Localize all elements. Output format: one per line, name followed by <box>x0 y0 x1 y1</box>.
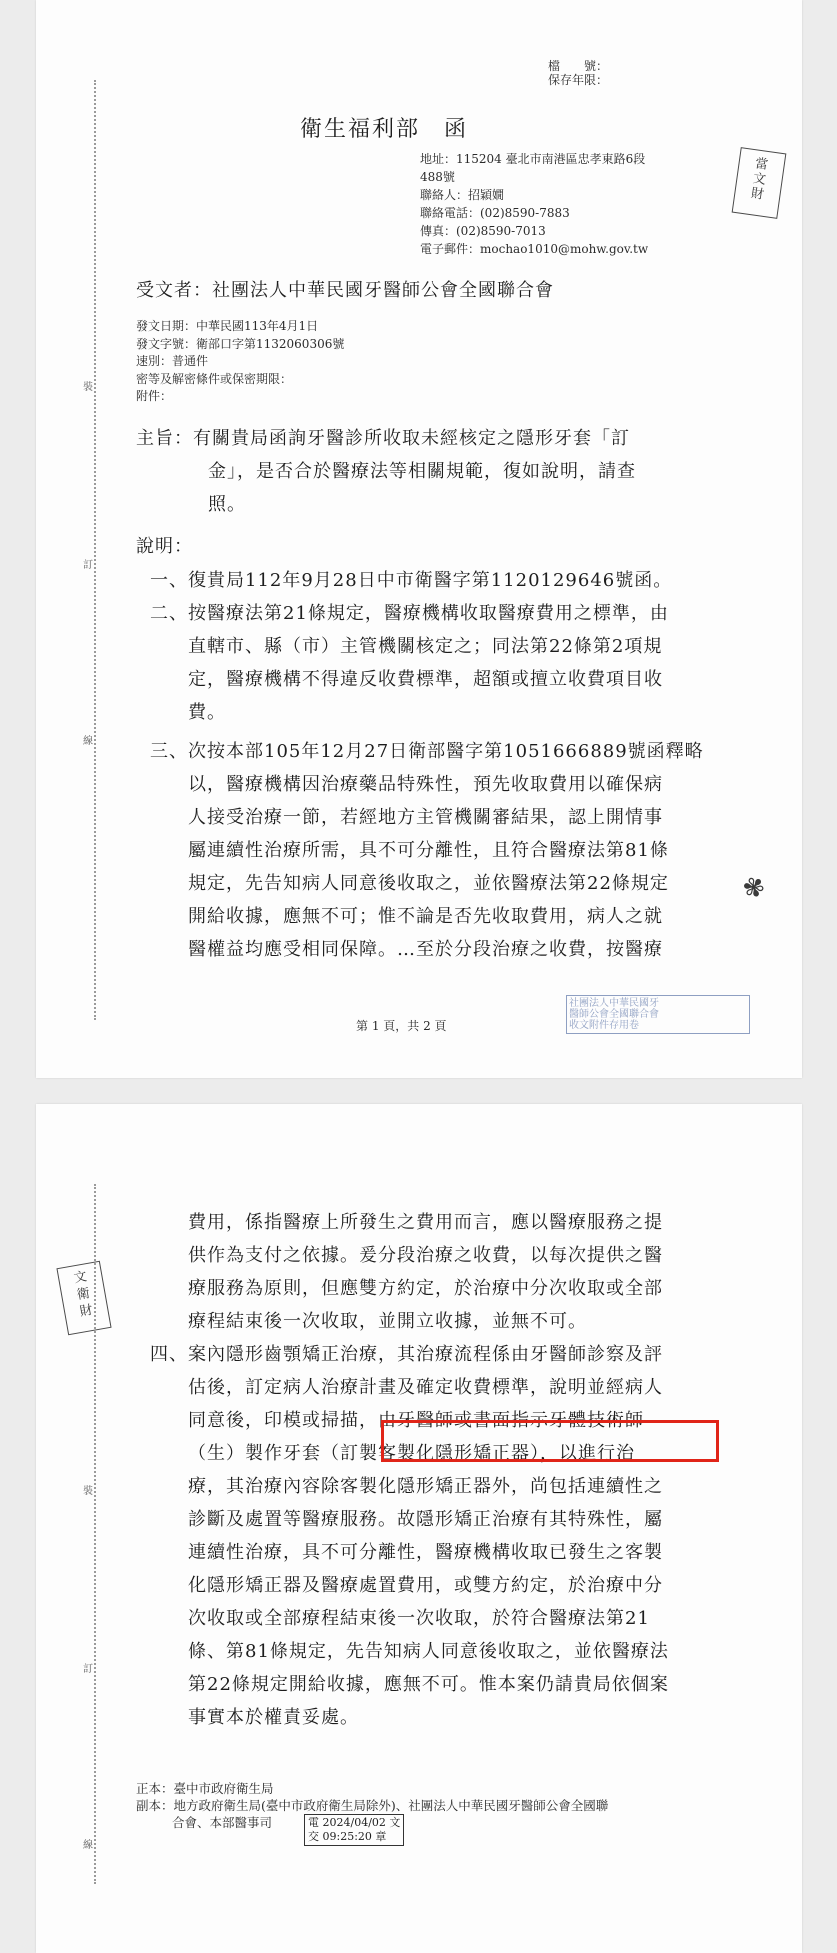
blue-seal-line: 醫師公會全國聯合會 <box>569 1009 659 1020</box>
item-3-line: 三、次按本部105年12月27日衛部醫字第1051666889號函釋略 <box>150 741 704 762</box>
highlight-box <box>381 1420 719 1462</box>
blue-seal-line: 收文附件存用卷 <box>569 1020 639 1031</box>
seal-mark-icon: ✾ <box>738 870 770 907</box>
cc-line: 合會、本部醫事司 <box>172 1815 273 1830</box>
issue-date: 發文日期：中華民國113年4月1日 <box>136 319 319 333</box>
item-4-line: 事實本於權責妥處。 <box>188 1707 359 1728</box>
item-4-line: 診斷及處置等醫療服務。故隱形矯正治療有其特殊性，屬 <box>188 1509 663 1530</box>
margin-mark-bind: 裝 <box>83 1486 93 1497</box>
item-4-line: 條、第81條規定，先告知病人同意後收取之，並依醫療法 <box>188 1641 669 1662</box>
item-3 <box>150 735 704 966</box>
cont-line: 療服務為原則，但應雙方約定，於治療中分次收取或全部 <box>188 1278 663 1299</box>
contact-person: 聯絡人：招穎嫺 <box>420 188 505 202</box>
sender-address-cont: 488號 <box>420 170 455 184</box>
item-2-line: 費。 <box>188 702 226 723</box>
document-page-1 <box>36 0 802 1078</box>
subject-line: 照。 <box>208 494 246 515</box>
item-2-line: 定，醫療機構不得違反收費標準，超額或擅立收費項目收 <box>188 669 663 690</box>
highlighted-phrase: 由牙醫師或書面指示牙體技術師 <box>378 1410 644 1431</box>
attachments: 附件： <box>136 389 173 403</box>
item-4-line: 連續性治療，具不可分離性，醫療機構收取已發生之客製 <box>188 1542 663 1563</box>
item-2-line: 二、按醫療法第21條規定，醫療機構收取醫療費用之標準，由 <box>150 603 669 624</box>
page-number: 第 1 頁，共 2 頁 <box>356 1019 447 1033</box>
item-4-line: 療，其治療內容除客製化隱形矯正器外，尚包括連續性之 <box>188 1476 663 1497</box>
item-4-line: 化隱形矯正器及醫療處置費用，或雙方約定，於治療中分 <box>188 1575 663 1596</box>
file-number-label: 檔 號： <box>548 59 609 73</box>
item-2 <box>150 597 669 729</box>
electronic-seal-stamp: 電 2024/04/02 文 交 09:25:20 章 <box>304 1814 404 1846</box>
item-3-line: 人接受治療一節，若經地方主管機關審結果，認上開情事 <box>188 807 663 828</box>
margin-mark-staple: 訂 <box>83 560 93 571</box>
subject-line: 主旨：有關貴局函詢牙醫診所收取未經核定之隱形牙套「訂 <box>136 428 630 449</box>
item-3-line: 屬連續性治療所需，具不可分離性，且符合醫療法第81條 <box>188 840 669 861</box>
item-4-line-start: 同意後，印模或掃描， <box>188 1410 378 1431</box>
cc-line: 副本：地方政府衛生局(臺中市政府衛生局除外)、社團法人中華民國牙醫師公會全國聯 <box>136 1798 609 1813</box>
sender-info <box>420 150 648 258</box>
cont-line: 療程結束後一次收取，並開立收據，並無不可。 <box>188 1311 587 1332</box>
original-copy: 正本：臺中市政府衛生局 <box>136 1781 274 1796</box>
contact-email: 電子郵件：mochao1010@mohw.gov.tw <box>420 242 649 256</box>
item-3-line: 規定，先告知病人同意後收取之，並依醫療法第22條規定 <box>188 873 669 894</box>
item-4-line: 四、案內隱形齒顎矯正治療，其治療流程係由牙醫師診察及評 <box>150 1344 663 1365</box>
item-3-line: 醫權益均應受相同保障。…至於分段治療之收費，按醫療 <box>188 939 663 960</box>
explanation-label: 說明： <box>136 536 193 557</box>
received-stamp: 文 衛 財 <box>56 1261 111 1336</box>
item-1-line: 一、復貴局112年9月28日中市衛醫字第1120129646號函。 <box>150 570 673 591</box>
classification: 密等及解密條件或保密期限： <box>136 371 293 386</box>
subject-line: 金」，是否合於醫療法等相關規範，復如說明，請查 <box>208 461 636 482</box>
margin-mark-line: 線 <box>83 736 93 747</box>
document-page-2 <box>36 1104 802 1953</box>
blue-seal-line: 社團法人中華民國牙 <box>569 998 659 1009</box>
item-4-line: 第22條規定開給收據，應無不可。惟本案仍請貴局依個案 <box>188 1674 669 1695</box>
recipient: 受文者：社團法人中華民國牙醫師公會全國聯合會 <box>136 280 554 301</box>
document-title: 衛生福利部 函 <box>300 117 469 142</box>
item-4-line: （生）製作牙套（訂製客製化隱形矯正器），以進行治 <box>188 1443 635 1464</box>
cont-line: 供作為支付之依據。爰分段治療之收費，以每次提供之醫 <box>188 1245 663 1266</box>
item-3-line: 開給收據，應無不可；惟不論是否先收取費用，病人之就 <box>188 906 663 927</box>
margin-mark-bind: 裝 <box>83 382 93 393</box>
cont-line: 費用，係指醫療上所發生之費用而言，應以醫療服務之提 <box>188 1212 663 1233</box>
received-stamp: 當 文 財 <box>732 147 787 219</box>
document-number: 發文字號：衛部口字第1132060306號 <box>136 336 345 351</box>
item-3-line: 以，醫療機構因治療藥品特殊性，預先收取費用以確保病 <box>188 774 663 795</box>
item-4-line: 次收取或全部療程結束後一次收取，於符合醫療法第21 <box>188 1608 650 1629</box>
item-4-line: 估後，訂定病人治療計畫及確定收費標準，說明並經病人 <box>188 1377 663 1398</box>
item-3-continued <box>188 1206 663 1338</box>
binding-margin-line <box>94 80 98 1020</box>
subject <box>136 422 636 521</box>
contact-fax: 傳真：(02)8590-7013 <box>420 224 546 238</box>
contact-phone: 聯絡電話：(02)8590-7883 <box>420 206 570 220</box>
document-meta <box>136 318 344 406</box>
item-1 <box>150 564 672 597</box>
retention-label: 保存年限： <box>548 73 609 87</box>
margin-mark-line: 線 <box>83 1840 93 1851</box>
sender-address: 地址：115204 臺北市南港區忠孝東路6段 <box>420 152 646 166</box>
margin-mark-staple: 訂 <box>83 1664 93 1675</box>
urgency: 速別：普通件 <box>136 354 209 368</box>
blue-receipt-seal <box>566 995 750 1034</box>
item-2-line: 直轄市、縣（市）主管機關核定之；同法第22條第2項規 <box>188 636 663 657</box>
item-4 <box>150 1338 669 1734</box>
